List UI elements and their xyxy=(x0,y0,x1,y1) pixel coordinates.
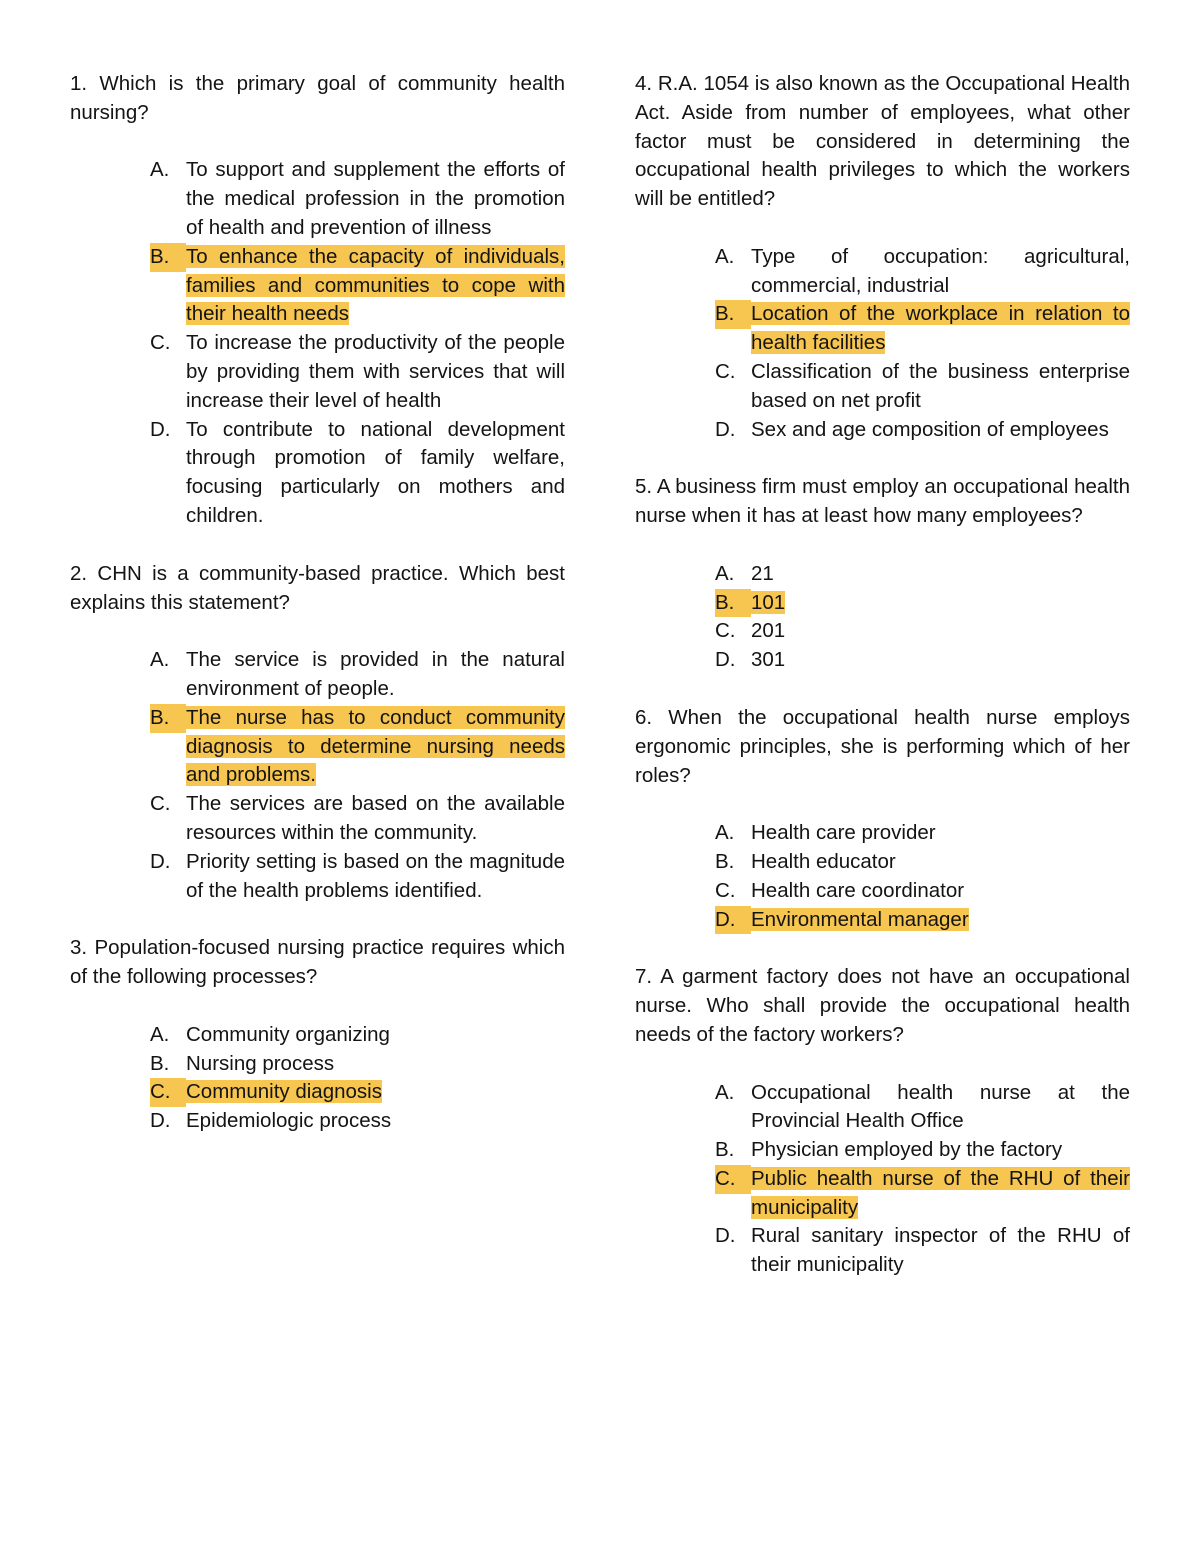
option-letter: C. xyxy=(715,878,736,902)
option-c xyxy=(635,358,1130,416)
option-letter: B. xyxy=(715,300,751,329)
option-b-correct xyxy=(70,704,565,790)
option-b-correct xyxy=(70,243,565,329)
option-letter: D. xyxy=(715,1224,736,1248)
question-stem: 2. CHN is a community-based practice. Which best explains this statement? xyxy=(70,561,565,614)
option-text: To increase the productivity of the people by providing them with services that will increase their level of health xyxy=(186,331,565,412)
option-text: Nursing process xyxy=(186,1051,335,1075)
option-text: Health care provider xyxy=(751,821,936,845)
option-text: 21 xyxy=(751,561,774,585)
question-stem: 7. A garment factory does not have an occupational nurse. Who shall provide the occupational health needs of the factory workers? xyxy=(635,965,1130,1046)
option-letter: C. xyxy=(715,1165,751,1194)
option-text: To contribute to national development through promotion of family welfare, focusing particularly on mothers and children. xyxy=(186,417,565,527)
option-a xyxy=(70,1021,565,1050)
option-text: Community diagnosis xyxy=(186,1080,382,1104)
option-letter: D. xyxy=(715,417,736,441)
option-letter: C. xyxy=(715,359,736,383)
question-stem: 1. Which is the primary goal of community health nursing? xyxy=(70,72,565,124)
option-letter: A. xyxy=(715,244,735,268)
question-stem: 6. When the occupational health nurse employs ergonomic principles, she is performing which of her roles? xyxy=(635,705,1130,787)
option-list xyxy=(635,243,1130,445)
option-b xyxy=(70,1050,565,1079)
option-c xyxy=(70,329,565,415)
option-a xyxy=(635,560,1130,589)
option-text: Environmental manager xyxy=(751,907,969,931)
option-text: Location of the workplace in relation to health facilities xyxy=(751,302,1130,355)
right-column xyxy=(635,70,1130,1309)
option-text: 101 xyxy=(751,590,786,614)
option-letter: D. xyxy=(715,906,751,935)
option-a xyxy=(70,156,565,242)
question-5 xyxy=(635,473,1130,675)
option-text: 301 xyxy=(751,648,786,672)
option-text: Health care coordinator xyxy=(751,878,965,902)
option-a xyxy=(635,819,1130,848)
option-d xyxy=(70,1107,565,1136)
option-letter: A. xyxy=(150,648,170,672)
option-letter: B. xyxy=(150,1051,170,1075)
question-stem: 4. R.A. 1054 is also known as the Occupational Health Act. Aside from number of employees, what other factor must be considered in determining the occupational health privileges to which the workers will be entitled? xyxy=(635,72,1130,211)
option-d-correct xyxy=(635,906,1130,935)
option-letter: B. xyxy=(715,1138,735,1162)
option-letter: A. xyxy=(150,1022,170,1046)
option-letter: A. xyxy=(715,1080,735,1104)
option-list xyxy=(70,1021,565,1136)
option-a xyxy=(635,1079,1130,1137)
option-text: Occupational health nurse at the Provincial Health Office xyxy=(751,1080,1130,1133)
option-text: The service is provided in the natural environment of people. xyxy=(186,648,565,700)
option-letter: B. xyxy=(715,849,735,873)
option-letter: C. xyxy=(150,792,171,816)
option-list xyxy=(70,156,565,530)
left-column xyxy=(70,70,565,1165)
question-4 xyxy=(635,70,1130,444)
option-text: The nurse has to conduct community diagnosis to determine nursing needs and problems. xyxy=(186,705,565,787)
option-d xyxy=(635,416,1130,445)
option-letter: D. xyxy=(715,648,736,672)
option-text: Classification of the business enterprise based on net profit xyxy=(751,359,1130,412)
option-d xyxy=(635,646,1130,675)
option-d xyxy=(635,1222,1130,1280)
option-text: To support and supplement the efforts of the medical profession in the promotion of health and prevention of illness xyxy=(186,158,565,239)
question-3 xyxy=(70,934,565,1136)
option-b xyxy=(635,1136,1130,1165)
option-c xyxy=(635,617,1130,646)
question-stem: 3. Population-focused nursing practice requires which of the following processes? xyxy=(70,936,565,989)
option-letter: A. xyxy=(715,561,735,585)
option-list xyxy=(635,819,1130,934)
option-text: Epidemiologic process xyxy=(186,1109,392,1133)
question-1 xyxy=(70,70,565,531)
question-6 xyxy=(635,704,1130,934)
option-c xyxy=(635,877,1130,906)
option-d xyxy=(70,416,565,531)
option-list xyxy=(70,646,565,905)
option-letter: C. xyxy=(150,1078,186,1107)
option-c xyxy=(70,790,565,848)
option-text: Public health nurse of the RHU of their municipality xyxy=(751,1166,1130,1219)
option-text: Physician employed by the factory xyxy=(751,1138,1063,1162)
option-list xyxy=(635,1079,1130,1281)
question-7 xyxy=(635,963,1130,1280)
option-d xyxy=(70,848,565,906)
option-letter: C. xyxy=(715,619,736,643)
option-text: Community organizing xyxy=(186,1022,390,1046)
option-text: Health educator xyxy=(751,849,896,873)
option-letter: B. xyxy=(715,589,751,618)
question-stem: 5. A business firm must employ an occupational health nurse when it has at least how many employees? xyxy=(635,475,1130,528)
option-letter: D. xyxy=(150,417,171,441)
option-text: 201 xyxy=(751,619,786,643)
option-letter: A. xyxy=(150,158,170,182)
option-list xyxy=(635,560,1130,675)
option-text: Type of occupation: agricultural, commercial, industrial xyxy=(751,244,1130,297)
question-2 xyxy=(70,560,565,906)
option-b-correct xyxy=(635,589,1130,618)
option-b xyxy=(635,848,1130,877)
option-text: Sex and age composition of employees xyxy=(751,417,1109,441)
option-c-correct xyxy=(635,1165,1130,1223)
option-text: To enhance the capacity of individuals, families and communities to cope with their health needs xyxy=(186,244,565,326)
option-b-correct xyxy=(635,300,1130,358)
option-text: The services are based on the available resources within the community. xyxy=(186,792,565,844)
option-letter: C. xyxy=(150,331,171,355)
option-letter: B. xyxy=(150,704,186,733)
option-text: Priority setting is based on the magnitude of the health problems identified. xyxy=(186,849,565,902)
option-text: Rural sanitary inspector of the RHU of their municipality xyxy=(751,1224,1130,1277)
option-letter: A. xyxy=(715,821,735,845)
option-a xyxy=(70,646,565,704)
option-letter: B. xyxy=(150,243,186,272)
option-a xyxy=(635,243,1130,301)
option-letter: D. xyxy=(150,1109,171,1133)
option-c-correct xyxy=(70,1078,565,1107)
option-letter: D. xyxy=(150,849,171,873)
